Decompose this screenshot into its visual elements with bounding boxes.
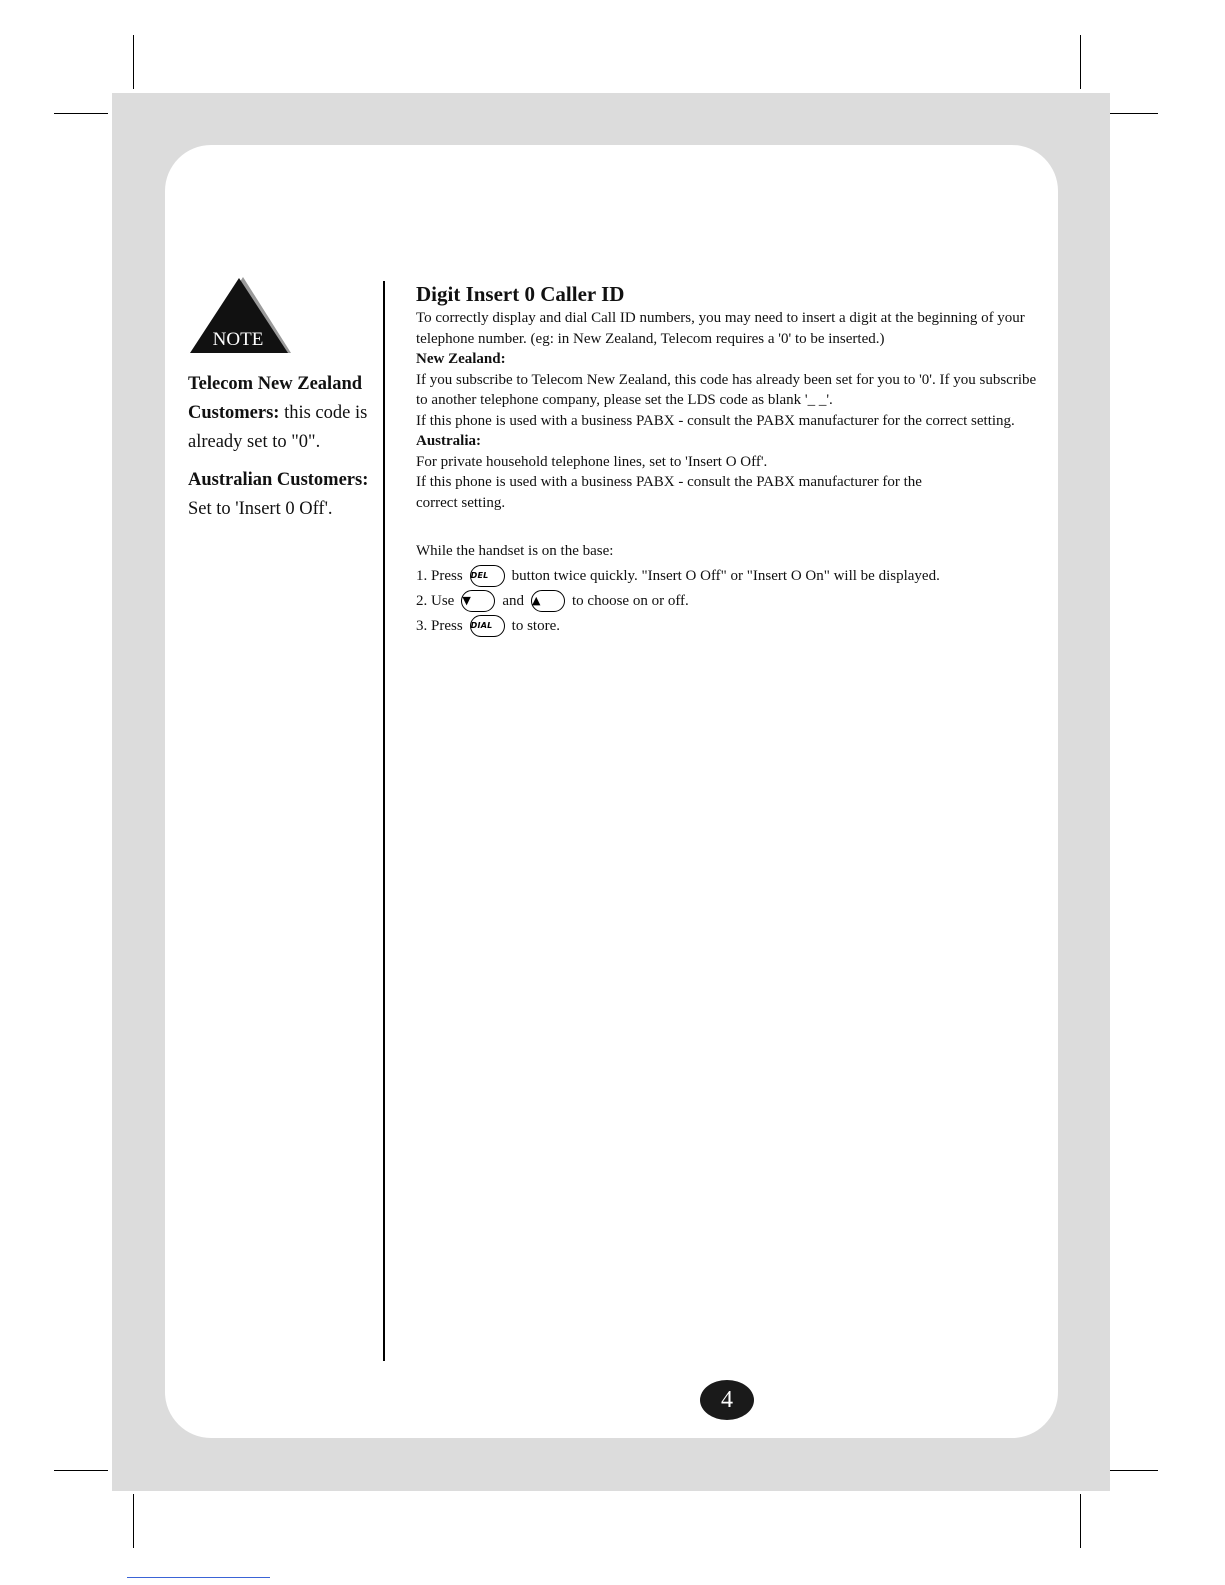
sidebar-notes — [188, 370, 373, 533]
step-3 — [416, 614, 1041, 639]
steps-intro: While the handset is on the base: — [416, 543, 614, 559]
crop-mark — [1080, 35, 1081, 89]
link-underline — [127, 1577, 270, 1578]
step-2-prefix: 2. Use — [416, 592, 455, 609]
page-number: 4 — [700, 1380, 754, 1420]
crop-mark — [133, 35, 134, 89]
au-customer-heading: Australian Customers: — [188, 470, 369, 490]
note-warning-icon — [188, 277, 292, 357]
page-title: Digit Insert 0 Caller ID — [416, 282, 625, 306]
au-customer-text: Set to 'Insert 0 Off'. — [188, 499, 333, 519]
step-3-prefix: 3. Press — [416, 617, 463, 634]
crop-mark — [1080, 1494, 1081, 1548]
nz-customer-text: this code is already set to "0". — [188, 403, 368, 452]
del-key-button[interactable]: DEL — [470, 565, 505, 587]
step-1-suffix: button twice quickly. "Insert O Off" or "Insert O On" will be displayed. — [511, 567, 940, 584]
au-text-2: If this phone is used with a business PABX - consult the PABX manufacturer for the correct setting. — [416, 474, 922, 511]
step-2 — [416, 589, 1041, 614]
crop-mark — [54, 1470, 108, 1471]
nz-customer-heading: Telecom New Zealand Customers: — [188, 374, 363, 423]
nz-text-1: If you subscribe to Telecom New Zealand, this code has already been set for you to '0'. If you subscribe to another telephone company, please set the LDS code as blank '_ _'. — [416, 371, 1037, 408]
step-3-suffix: to store. — [511, 617, 560, 634]
note-label: NOTE — [212, 329, 264, 350]
column-divider — [383, 281, 385, 1361]
nz-customer-note — [188, 370, 373, 457]
crop-mark — [133, 1494, 134, 1548]
step-1 — [416, 564, 1041, 589]
au-heading: Australia: — [416, 433, 481, 449]
crop-mark — [54, 113, 108, 114]
crop-mark — [1104, 113, 1158, 114]
dial-key-button[interactable]: DIAL — [470, 615, 505, 637]
step-2-middle: and — [502, 592, 524, 609]
step-1-prefix: 1. Press — [416, 567, 463, 584]
au-customer-note — [188, 466, 373, 524]
intro-text: To correctly display and dial Call ID numbers, you may need to insert a digit at the beginning of your telephone number. (eg: in New Zealand, Telecom requires a '0' to be inserted.) — [416, 310, 1025, 347]
main-content — [416, 281, 1041, 639]
crop-mark — [1104, 1470, 1158, 1471]
nz-text-2: If this phone is used with a business PABX - consult the PABX manufacturer for the correct setting. — [416, 412, 1015, 429]
up-arrow-key-button[interactable]: ▲ — [531, 590, 565, 612]
step-2-suffix: to choose on or off. — [572, 592, 689, 609]
nz-heading: New Zealand: — [416, 351, 506, 367]
au-text-1: For private household telephone lines, set to 'Insert O Off'. — [416, 453, 768, 470]
down-arrow-key-button[interactable]: ▼ — [461, 590, 495, 612]
